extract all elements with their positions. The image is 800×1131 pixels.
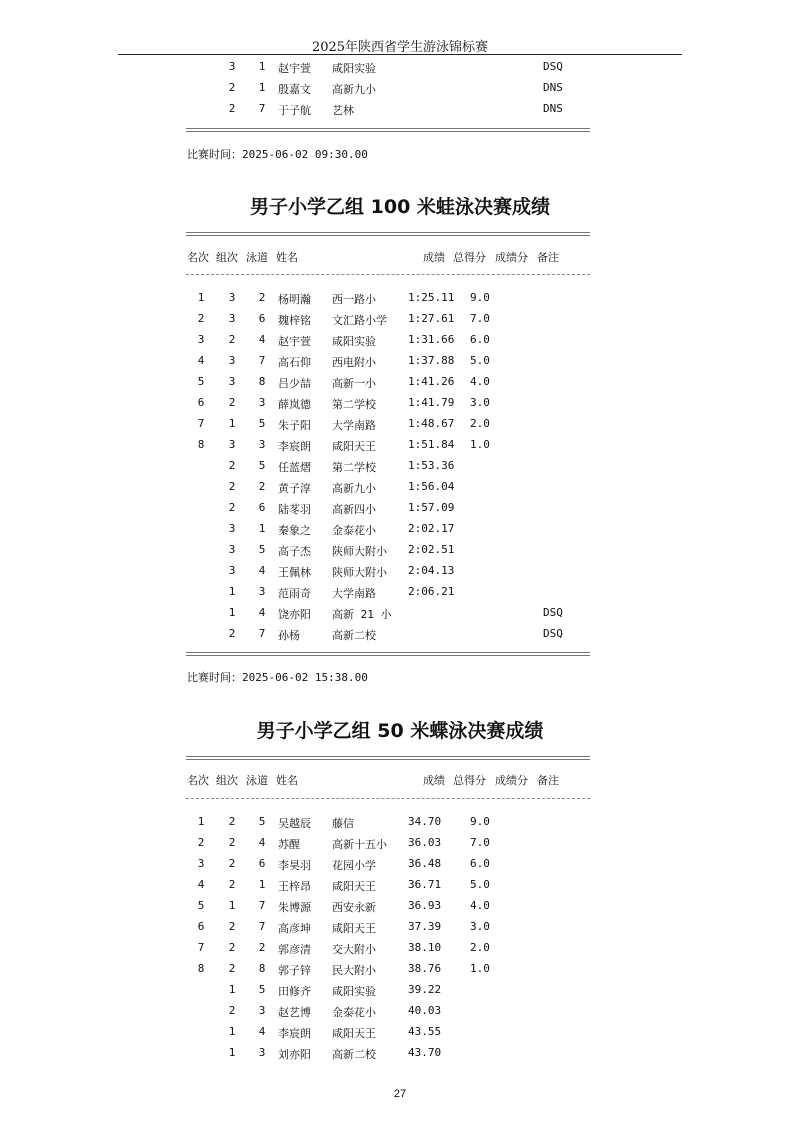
result-row (0, 980, 800, 1001)
rank-cell: 5 (197, 375, 205, 388)
time-cell: 36.71 (408, 878, 442, 891)
group-cell: 1 (228, 1025, 236, 1038)
lane-cell: 2 (258, 941, 266, 954)
col-group: 组次 (216, 774, 238, 787)
team-cell: 文汇路小学 (332, 314, 387, 327)
name-cell: 王佩林 (278, 566, 311, 579)
group-cell: 1 (228, 417, 236, 430)
points-cell: 2.0 (470, 417, 490, 430)
team-cell: 咸阳实验 (332, 62, 376, 75)
rank-cell: 2 (197, 836, 205, 849)
result-row (0, 477, 800, 498)
result-row (0, 624, 800, 645)
team-cell: 陕师大附小 (332, 545, 387, 558)
points-cell: 7.0 (470, 836, 490, 849)
rank-cell: 7 (197, 941, 205, 954)
group-cell: 2 (228, 333, 236, 346)
col-name: 姓名 (276, 251, 298, 264)
lane-cell: 4 (258, 333, 266, 346)
result-row (0, 540, 800, 561)
time-cell: 2:06.21 (408, 585, 455, 598)
result-row (0, 917, 800, 938)
team-cell: 藤信 (332, 817, 354, 830)
points-cell: 5.0 (470, 878, 490, 891)
points-cell: 9.0 (470, 815, 490, 828)
double-rule (186, 232, 590, 236)
name-cell: 高石仰 (278, 356, 311, 369)
lane-cell: 1 (258, 81, 266, 94)
group-cell: 3 (228, 291, 236, 304)
result-row (0, 833, 800, 854)
name-cell: 赵艺博 (278, 1006, 311, 1019)
team-cell: 高新四小 (332, 503, 376, 516)
note-cell: DNS (543, 102, 563, 115)
team-cell: 咸阳天王 (332, 1027, 376, 1040)
group-cell: 3 (228, 522, 236, 535)
note-cell: DSQ (543, 627, 563, 640)
time-cell: 2:04.13 (408, 564, 455, 577)
page-header: 2025年陕西省学生游泳锦标赛 (311, 40, 489, 55)
time-cell: 40.03 (408, 1004, 442, 1017)
time-cell: 1:41.79 (408, 396, 455, 409)
column-header (0, 249, 800, 267)
result-row (0, 1001, 800, 1022)
name-cell: 范雨奇 (278, 587, 311, 600)
event-results (0, 288, 800, 645)
col-total: 总得分 (453, 251, 486, 264)
result-row (0, 603, 800, 624)
lane-cell: 6 (258, 857, 266, 870)
result-row (0, 288, 800, 309)
lane-cell: 1 (258, 60, 266, 73)
team-cell: 交大附小 (332, 943, 376, 956)
lane-cell: 5 (258, 459, 266, 472)
group-cell: 2 (228, 836, 236, 849)
name-cell: 赵宇萱 (278, 62, 311, 75)
group-cell: 2 (228, 480, 236, 493)
col-note: 备注 (537, 774, 559, 787)
result-row (0, 519, 800, 540)
lane-cell: 2 (258, 480, 266, 493)
rank-cell: 5 (197, 899, 205, 912)
team-cell: 金泰花小 (332, 1006, 376, 1019)
group-cell: 1 (228, 983, 236, 996)
result-row (0, 99, 800, 120)
name-cell: 魏梓铭 (278, 314, 311, 327)
double-rule (186, 652, 590, 656)
points-cell: 5.0 (470, 354, 490, 367)
team-cell: 咸阳实验 (332, 985, 376, 998)
note-cell: DSQ (543, 606, 563, 619)
group-cell: 3 (228, 543, 236, 556)
lane-cell: 7 (258, 354, 266, 367)
rank-cell: 4 (197, 354, 205, 367)
match-time: 比赛时间：2025-06-02 09:30.00 (187, 148, 368, 161)
rank-cell: 6 (197, 920, 205, 933)
team-cell: 花园小学 (332, 859, 376, 872)
name-cell: 秦象之 (278, 524, 311, 537)
name-cell: 陆苳羽 (278, 503, 311, 516)
column-header (0, 772, 800, 790)
lane-cell: 5 (258, 543, 266, 556)
time-cell: 38.76 (408, 962, 442, 975)
name-cell: 殷嘉文 (278, 83, 311, 96)
name-cell: 刘亦阳 (278, 1048, 311, 1061)
event-title: 男子小学乙组 100 米蛙泳决赛成绩 (250, 196, 550, 218)
lane-cell: 3 (258, 438, 266, 451)
group-cell: 2 (228, 1004, 236, 1017)
name-cell: 任蓝熠 (278, 461, 311, 474)
team-cell: 陕师大附小 (332, 566, 387, 579)
lane-cell: 4 (258, 564, 266, 577)
rank-cell: 8 (197, 438, 205, 451)
name-cell: 郭彦清 (278, 943, 311, 956)
team-cell: 第二学校 (332, 398, 376, 411)
result-row (0, 309, 800, 330)
lane-cell: 7 (258, 102, 266, 115)
col-lane: 泳道 (246, 251, 268, 264)
team-cell: 民大附小 (332, 964, 376, 977)
lane-cell: 5 (258, 983, 266, 996)
lane-cell: 7 (258, 627, 266, 640)
group-cell: 3 (228, 60, 236, 73)
result-row (0, 393, 800, 414)
col-total: 总得分 (453, 774, 486, 787)
time-cell: 1:51.84 (408, 438, 455, 451)
lane-cell: 8 (258, 962, 266, 975)
time-cell: 1:57.09 (408, 501, 455, 514)
lane-cell: 6 (258, 312, 266, 325)
col-rank: 名次 (187, 251, 209, 264)
group-cell: 2 (228, 962, 236, 975)
time-cell: 2:02.17 (408, 522, 455, 535)
dash-rule (186, 798, 590, 799)
name-cell: 朱子阳 (278, 419, 311, 432)
name-cell: 李昊羽 (278, 859, 311, 872)
team-cell: 艺林 (332, 104, 354, 117)
time-cell: 2:02.51 (408, 543, 455, 556)
lane-cell: 4 (258, 836, 266, 849)
result-row (0, 78, 800, 99)
lane-cell: 3 (258, 585, 266, 598)
col-score: 成绩分 (495, 251, 528, 264)
rank-cell: 8 (197, 962, 205, 975)
result-row (0, 582, 800, 603)
rank-cell: 6 (197, 396, 205, 409)
result-row (0, 561, 800, 582)
group-cell: 2 (228, 920, 236, 933)
result-row (0, 938, 800, 959)
team-cell: 咸阳实验 (332, 335, 376, 348)
name-cell: 吴越辰 (278, 817, 311, 830)
name-cell: 朱博源 (278, 901, 311, 914)
lane-cell: 1 (258, 522, 266, 535)
result-row (0, 875, 800, 896)
header-rule (118, 54, 682, 55)
time-cell: 1:31.66 (408, 333, 455, 346)
team-cell: 西电附小 (332, 356, 376, 369)
name-cell: 吕少喆 (278, 377, 311, 390)
col-note: 备注 (537, 251, 559, 264)
group-cell: 2 (228, 102, 236, 115)
group-cell: 2 (228, 81, 236, 94)
rank-cell: 7 (197, 417, 205, 430)
rank-cell: 4 (197, 878, 205, 891)
col-name: 姓名 (276, 774, 298, 787)
group-cell: 2 (228, 857, 236, 870)
group-cell: 2 (228, 459, 236, 472)
name-cell: 赵宇萱 (278, 335, 311, 348)
team-cell: 高新九小 (332, 482, 376, 495)
time-cell: 38.10 (408, 941, 442, 954)
rank-cell: 1 (197, 815, 205, 828)
col-score: 成绩分 (495, 774, 528, 787)
team-cell: 高新二校 (332, 1048, 376, 1061)
team-cell: 咸阳天王 (332, 440, 376, 453)
col-lane: 泳道 (246, 774, 268, 787)
lane-cell: 6 (258, 501, 266, 514)
note-cell: DNS (543, 81, 563, 94)
time-cell: 1:56.04 (408, 480, 455, 493)
page-number: 27 (393, 1088, 407, 1100)
team-cell: 第二学校 (332, 461, 376, 474)
col-group: 组次 (216, 251, 238, 264)
lane-cell: 5 (258, 815, 266, 828)
team-cell: 西一路小 (332, 293, 376, 306)
group-cell: 2 (228, 396, 236, 409)
name-cell: 李宸朗 (278, 440, 311, 453)
name-cell: 李宸朗 (278, 1027, 311, 1040)
team-cell: 高新 21 小 (332, 608, 392, 621)
time-cell: 1:27.61 (408, 312, 455, 325)
lane-cell: 2 (258, 291, 266, 304)
dash-rule (186, 274, 590, 275)
double-rule (186, 756, 590, 760)
time-cell: 1:48.67 (408, 417, 455, 430)
time-cell: 36.93 (408, 899, 442, 912)
time-cell: 39.22 (408, 983, 442, 996)
group-cell: 3 (228, 564, 236, 577)
points-cell: 4.0 (470, 899, 490, 912)
lane-cell: 3 (258, 1004, 266, 1017)
team-cell: 高新一小 (332, 377, 376, 390)
lane-cell: 1 (258, 878, 266, 891)
group-cell: 2 (228, 627, 236, 640)
points-cell: 7.0 (470, 312, 490, 325)
points-cell: 3.0 (470, 396, 490, 409)
team-cell: 高新九小 (332, 83, 376, 96)
result-row (0, 812, 800, 833)
group-cell: 1 (228, 1046, 236, 1059)
result-row (0, 959, 800, 980)
rank-cell: 3 (197, 333, 205, 346)
team-cell: 西安永新 (332, 901, 376, 914)
team-cell: 咸阳天王 (332, 922, 376, 935)
col-time: 成绩 (423, 774, 445, 787)
rank-cell: 3 (197, 857, 205, 870)
result-row (0, 330, 800, 351)
result-row (0, 351, 800, 372)
result-row (0, 896, 800, 917)
name-cell: 薛岚德 (278, 398, 311, 411)
lane-cell: 5 (258, 417, 266, 430)
group-cell: 2 (228, 878, 236, 891)
lane-cell: 3 (258, 1046, 266, 1059)
time-cell: 36.48 (408, 857, 442, 870)
carry-over-rows (0, 57, 800, 120)
col-time: 成绩 (423, 251, 445, 264)
group-cell: 2 (228, 815, 236, 828)
result-row (0, 57, 800, 78)
time-cell: 43.70 (408, 1046, 442, 1059)
lane-cell: 4 (258, 606, 266, 619)
lane-cell: 3 (258, 396, 266, 409)
double-rule (186, 128, 590, 132)
points-cell: 2.0 (470, 941, 490, 954)
lane-cell: 7 (258, 920, 266, 933)
time-cell: 43.55 (408, 1025, 442, 1038)
time-cell: 1:41.26 (408, 375, 455, 388)
result-row (0, 498, 800, 519)
group-cell: 3 (228, 354, 236, 367)
name-cell: 高彦坤 (278, 922, 311, 935)
lane-cell: 4 (258, 1025, 266, 1038)
lane-cell: 7 (258, 899, 266, 912)
name-cell: 饶亦阳 (278, 608, 311, 621)
note-cell: DSQ (543, 60, 563, 73)
points-cell: 3.0 (470, 920, 490, 933)
time-cell: 37.39 (408, 920, 442, 933)
time-cell: 1:37.88 (408, 354, 455, 367)
group-cell: 3 (228, 312, 236, 325)
name-cell: 于子航 (278, 104, 311, 117)
match-time: 比赛时间：2025-06-02 15:38.00 (187, 671, 368, 684)
time-cell: 34.70 (408, 815, 442, 828)
points-cell: 1.0 (470, 962, 490, 975)
group-cell: 3 (228, 438, 236, 451)
result-row (0, 435, 800, 456)
time-cell: 36.03 (408, 836, 442, 849)
group-cell: 2 (228, 941, 236, 954)
team-cell: 大学南路 (332, 587, 376, 600)
group-cell: 1 (228, 606, 236, 619)
points-cell: 9.0 (470, 291, 490, 304)
points-cell: 6.0 (470, 857, 490, 870)
name-cell: 孙杨 (278, 629, 300, 642)
group-cell: 3 (228, 375, 236, 388)
name-cell: 高子杰 (278, 545, 311, 558)
result-row (0, 1022, 800, 1043)
team-cell: 高新十五小 (332, 838, 387, 851)
time-cell: 1:53.36 (408, 459, 455, 472)
result-row (0, 456, 800, 477)
result-row (0, 414, 800, 435)
team-cell: 大学南路 (332, 419, 376, 432)
result-row (0, 372, 800, 393)
name-cell: 田修齐 (278, 985, 311, 998)
rank-cell: 1 (197, 291, 205, 304)
team-cell: 高新二校 (332, 629, 376, 642)
name-cell: 杨明瀚 (278, 293, 311, 306)
rank-cell: 2 (197, 312, 205, 325)
name-cell: 黄子淳 (278, 482, 311, 495)
name-cell: 郭子锌 (278, 964, 311, 977)
name-cell: 苏醒 (278, 838, 300, 851)
group-cell: 1 (228, 585, 236, 598)
lane-cell: 8 (258, 375, 266, 388)
points-cell: 6.0 (470, 333, 490, 346)
group-cell: 2 (228, 501, 236, 514)
points-cell: 1.0 (470, 438, 490, 451)
team-cell: 咸阳天王 (332, 880, 376, 893)
group-cell: 1 (228, 899, 236, 912)
time-cell: 1:25.11 (408, 291, 455, 304)
team-cell: 金泰花小 (332, 524, 376, 537)
result-row (0, 1043, 800, 1064)
result-row (0, 854, 800, 875)
event-results (0, 812, 800, 1064)
event-title: 男子小学乙组 50 米蝶泳决赛成绩 (256, 720, 544, 742)
points-cell: 4.0 (470, 375, 490, 388)
col-rank: 名次 (187, 774, 209, 787)
name-cell: 王梓昂 (278, 880, 311, 893)
